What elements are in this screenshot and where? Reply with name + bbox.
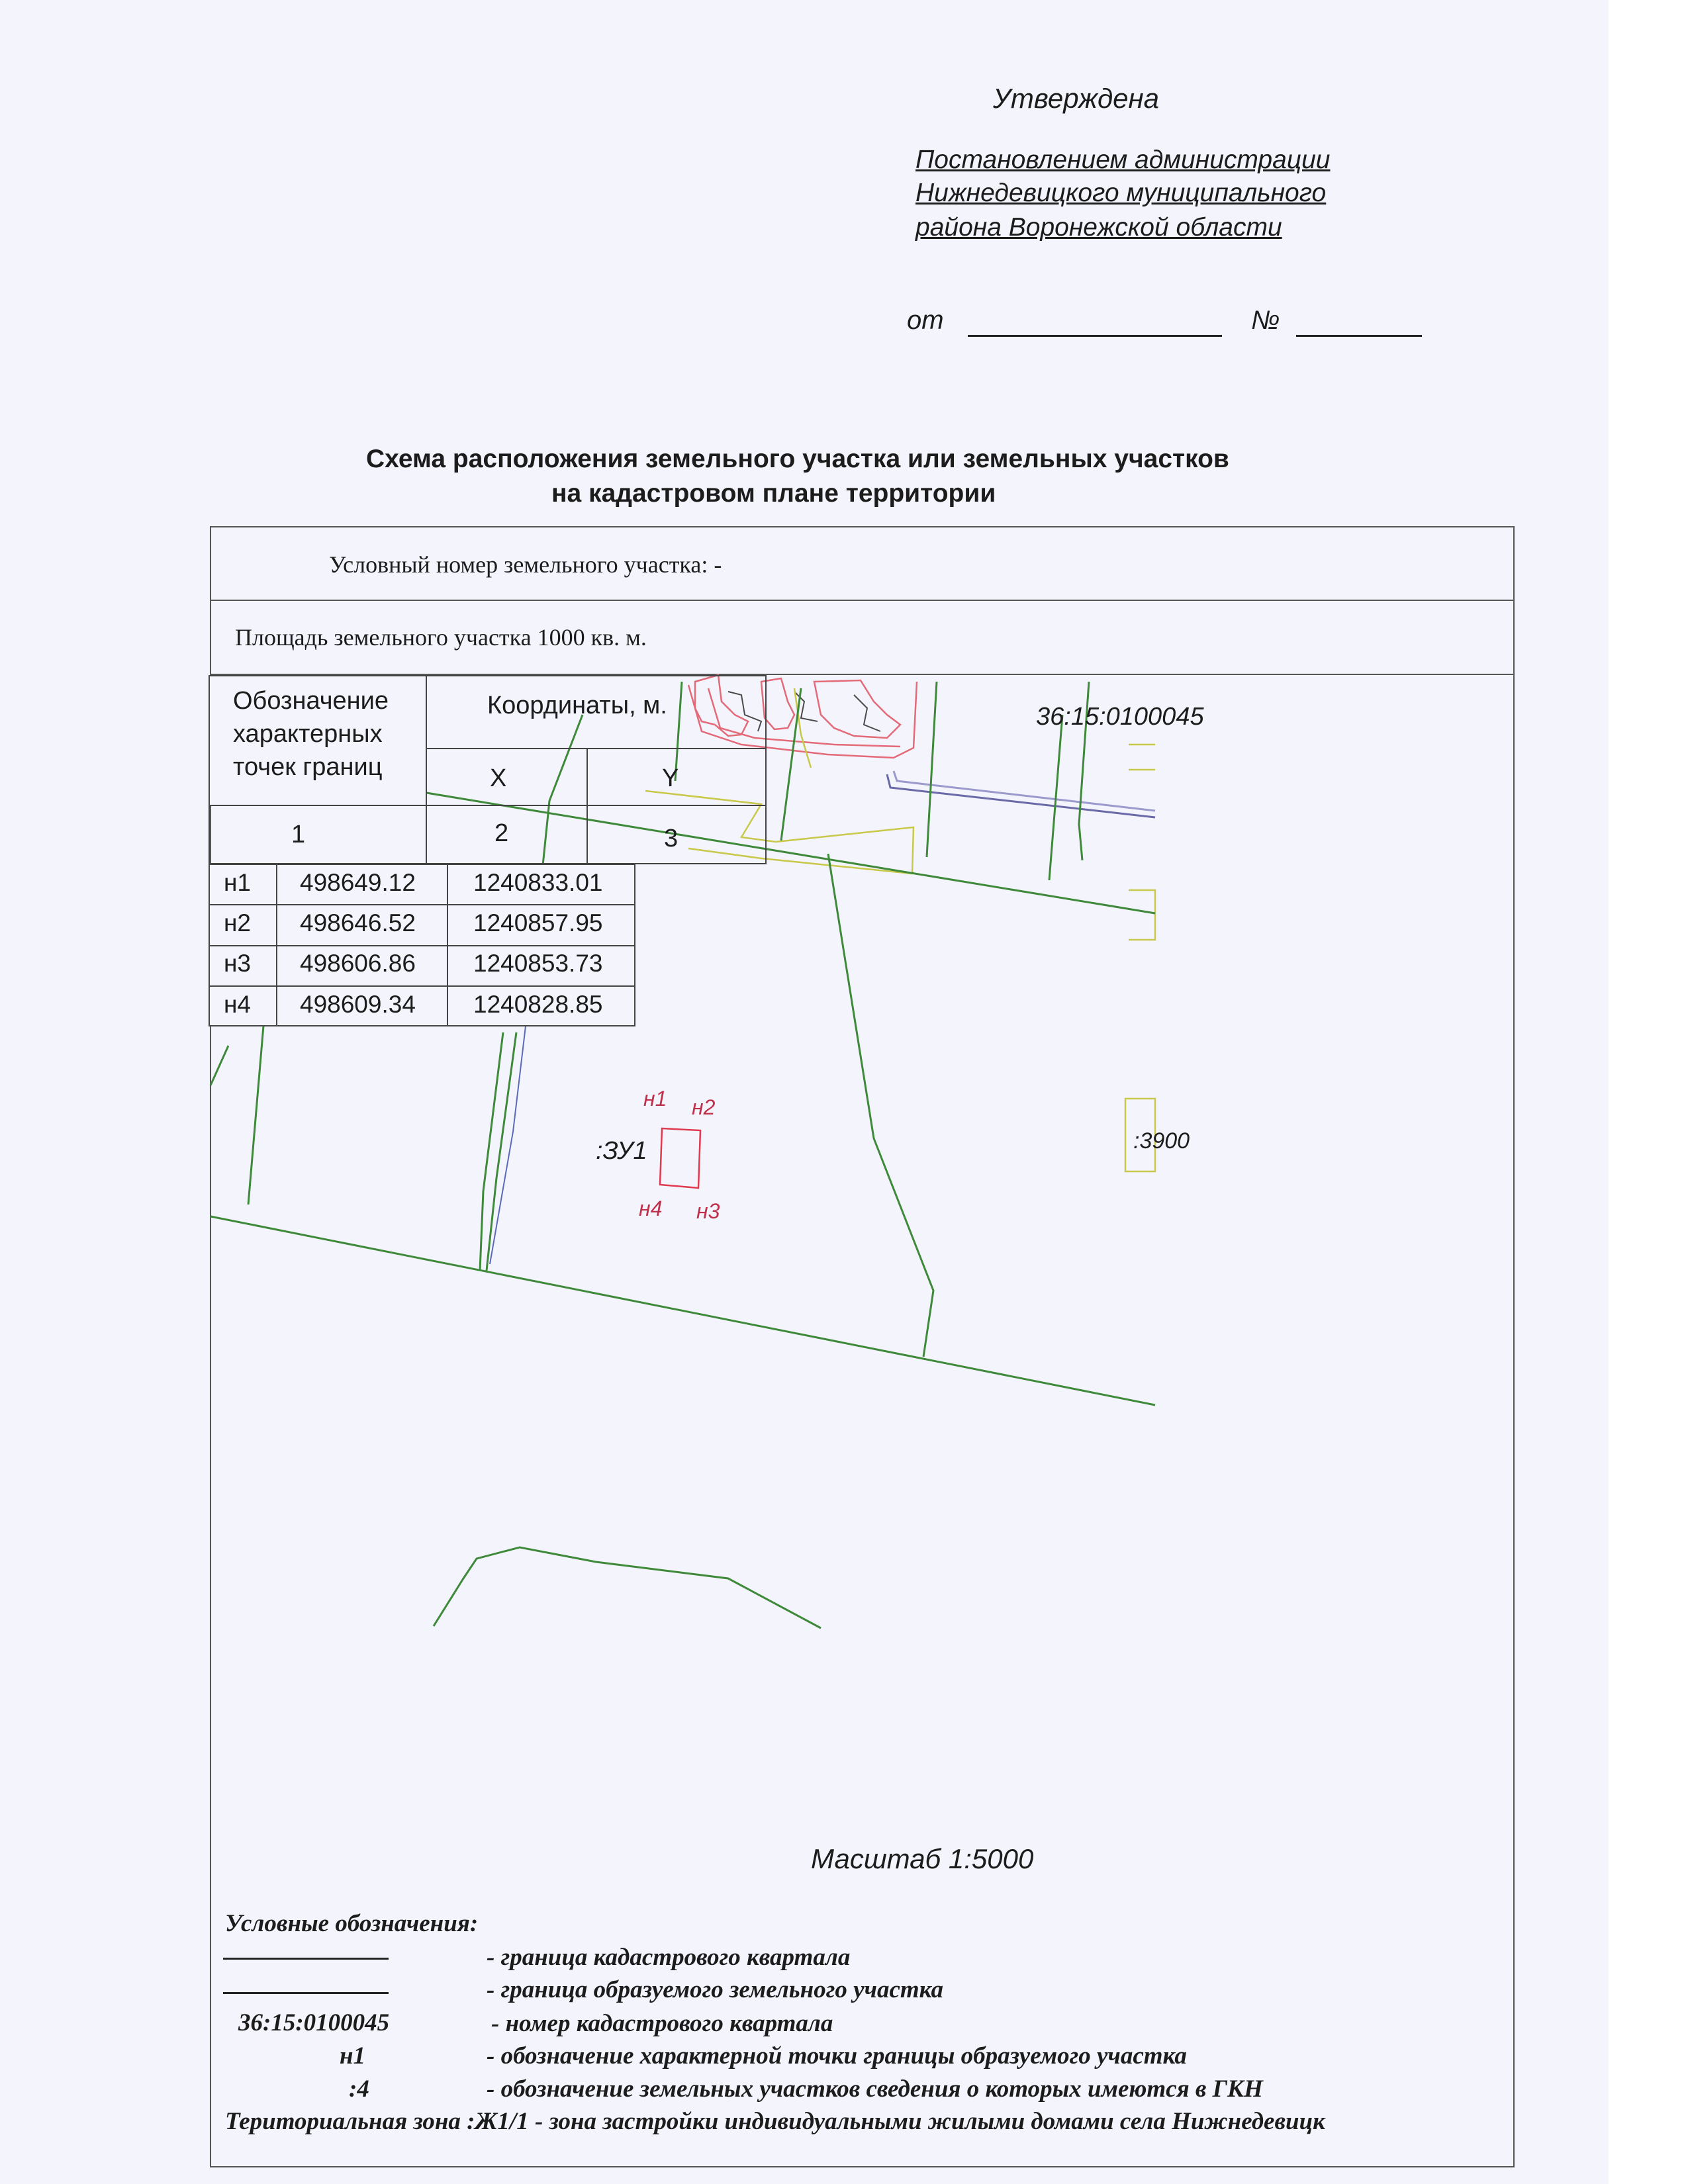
colnum-3: 3 [664,825,679,852]
row-3-point: н3 [224,950,252,977]
row-4-x: 498609.34 [300,991,416,1018]
parcel-label: :ЗУ1 [596,1137,647,1165]
colnum-1-cell [209,805,427,864]
conditional-number: Условный номер земельного участка: - [329,551,722,578]
row-3-x: 498606.86 [300,950,416,977]
legend-line-quarter [223,1958,389,1960]
row-4-y: 1240828.85 [473,991,603,1018]
legend-item-5: - обозначение земельных участков сведения о которых имеются в ГКН [487,2075,1263,2103]
row-2-y: 1240857.95 [473,909,603,936]
header-x-cell [426,748,588,806]
point-label-n3: н3 [696,1199,720,1223]
territorial-zone: Териториальная зона :Ж1/1 - зона застройки индивидуальными жилыми домами села Нижнедевицк [225,2108,1325,2135]
legend-title: Условные обозначения: [225,1910,479,1937]
neighbor-label: :3900 [1133,1128,1190,1154]
header-x: X [490,764,507,792]
legend-item-1: - граница кадастрового квартала [487,1944,851,1971]
approved-heading: Утверждена [993,83,1160,114]
decree-line-2: Нижнедевицкого муниципального [915,179,1327,207]
colnum-2: 2 [494,819,509,847]
road-lines [887,771,1155,817]
rows-line-2 [209,945,635,946]
quarter-number-label: 36:15:0100045 [1036,703,1204,731]
row-3-y: 1240853.73 [473,950,603,977]
header-y: Y [662,764,679,792]
point-label-n4: н4 [639,1197,663,1220]
date-label: от [907,306,944,335]
row-1-point: н1 [224,869,252,896]
row-2-point: н2 [224,909,252,936]
header-points-line-2: характерных [233,720,383,748]
parcel-zu1 [660,1128,700,1188]
point-label-n2: н2 [692,1095,716,1119]
legend-symbol-4: н1 [340,2042,366,2070]
row-1-y: 1240833.01 [473,869,603,896]
parcel-area: Площадь земельного участка 1000 кв. м. [235,624,647,651]
legend-item-2: - граница образуемого земельного участка [487,1976,944,2003]
number-label: № [1251,306,1280,335]
header-coords: Координаты, м. [487,692,667,719]
point-label-n1: н1 [643,1087,667,1111]
legend-line-parcel [223,1992,389,1994]
row-4-point: н4 [224,991,252,1018]
scale-label: Масштаб 1:5000 [811,1843,1034,1874]
rows-line-3 [209,985,635,987]
legend-item-4: - обозначение характерной точки границы образуемого участка [487,2042,1187,2070]
decree-line-1: Постановлением администрации [915,146,1331,174]
decree-line-3: района Воронежской области [915,213,1282,242]
title-line-1: Схема расположения земельного участка или земельных участков [366,445,1229,473]
header-points-line-1: Обозначение [233,687,389,715]
row-2-x: 498646.52 [300,909,416,936]
colnum-1: 1 [291,821,306,848]
rows-line-1 [209,904,635,905]
legend-symbol-3: 36:15:0100045 [238,2009,390,2036]
row-1-x: 498649.12 [300,869,416,896]
legend-symbol-5: :4 [349,2075,369,2103]
title-line-2: на кадастровом плане территории [551,479,996,508]
legend-item-3: - номер кадастрового квартала [491,2010,833,2037]
header-points-line-3: точек границ [233,753,383,781]
